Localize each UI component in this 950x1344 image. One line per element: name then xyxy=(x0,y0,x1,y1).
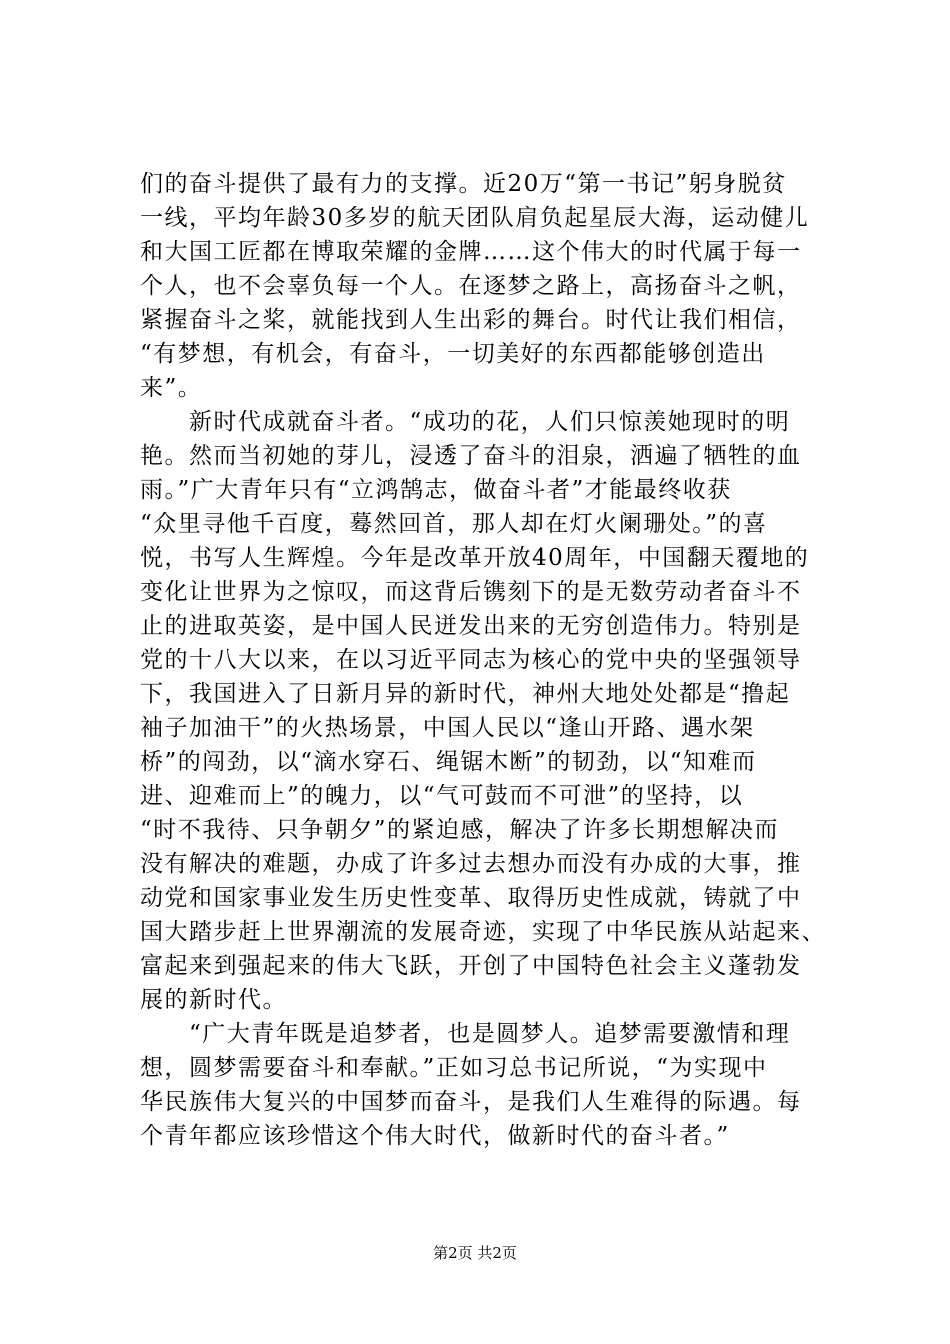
text-line: 桥”的闯劲，以“滴水穿石、绳锯木断”的韧劲，以“知难而 xyxy=(140,749,757,775)
text-line: “众里寻他千百度，蓦然回首，那人却在灯火阑珊处。”的喜 xyxy=(140,511,768,537)
text-line: “有梦想，有机会，有奋斗，一切美好的东西都能够创造出 xyxy=(140,341,766,367)
text-line: 国大踏步赶上世界潮流的发展奇迹，实现了中华民族从站起来、 xyxy=(140,919,826,945)
page-number-label: 第2页 共2页 xyxy=(433,1244,517,1262)
text-line: “时不我待、只争朝夕”的紧迫感，解决了许多长期想解决而 xyxy=(140,817,780,843)
text-line: 展的新时代。 xyxy=(140,987,287,1013)
text-line: 进、迎难而上”的魄力，以“气可鼓而不可泄”的坚持，以 xyxy=(140,783,744,809)
text-line: 艳。然而当初她的芽儿，浸透了奋斗的泪泉，洒遍了牺牲的血 xyxy=(140,443,802,469)
text-line: 止的进取英姿，是中国人民迸发出来的无穷创造伟力。特别是 xyxy=(140,613,802,639)
text-line: 个人，也不会辜负每一个人。在逐梦之路上，高扬奋斗之帆， xyxy=(140,273,802,299)
text-line: 变化让世界为之惊叹，而这背后镌刻下的是无数劳动者奋斗不 xyxy=(140,579,802,605)
text-line: 个青年都应该珍惜这个伟大时代，做新时代的奋斗者。” xyxy=(140,1123,730,1149)
text-line: 下，我国进入了日新月异的新时代，神州大地处处都是“撸起 xyxy=(140,681,791,707)
text-line: 没有解决的难题，办成了许多过去想办而没有办成的大事，推 xyxy=(140,851,802,877)
page-footer xyxy=(0,1243,950,1263)
text-line: 们的奋斗提供了最有力的支撑。近20万“第一书记”躬身脱贫 xyxy=(140,171,787,197)
text-line: 动党和国家事业发生历史性变革、取得历史性成就，铸就了中 xyxy=(140,885,802,911)
text-line: 党的十八大以来，在以习近平同志为核心的党中央的坚强领导 xyxy=(140,647,802,673)
text-line: 袖子加油干”的火热场景，中国人民以“逢山开路、遇水架 xyxy=(140,715,755,741)
body-text xyxy=(140,167,840,1153)
text-line: 新时代成就奋斗者。“成功的花，人们只惊羡她现时的明 xyxy=(140,409,791,435)
text-line: 雨。”广大青年只有“立鸿鹄志，做奋斗者”才能最终收获 xyxy=(140,477,732,503)
text-line: 富起来到强起来的伟大飞跃，开创了中国特色社会主义蓬勃发 xyxy=(140,953,802,979)
text-line: 来”。 xyxy=(140,375,203,401)
text-line: 想，圆梦需要奋斗和奉献。”正如习总书记所说，“为实现中 xyxy=(140,1055,768,1081)
text-line: 紧握奋斗之桨，就能找到人生出彩的舞台。时代让我们相信， xyxy=(140,307,802,333)
text-line: 悦，书写人生辉煌。今年是改革开放40周年，中国翻天覆地的 xyxy=(140,545,810,571)
text-line: 华民族伟大复兴的中国梦而奋斗，是我们人生难得的际遇。每 xyxy=(140,1089,802,1115)
text-line: 和大国工匠都在博取荣耀的金牌……这个伟大的时代属于每一 xyxy=(140,239,802,265)
text-line: “广大青年既是追梦者，也是圆梦人。追梦需要激情和理 xyxy=(140,1021,791,1047)
text-line: 一线，平均年龄30多岁的航天团队肩负起星辰大海，运动健儿 xyxy=(140,205,810,231)
